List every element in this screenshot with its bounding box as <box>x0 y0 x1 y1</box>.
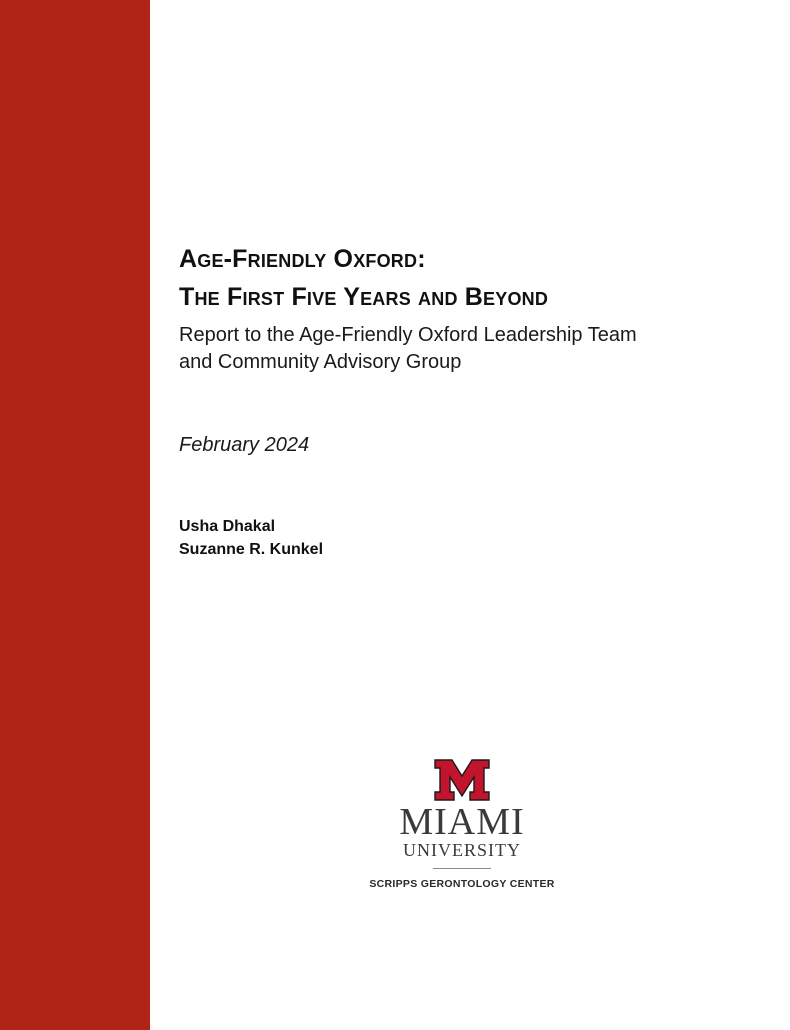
author-name: Suzanne R. Kunkel <box>179 541 324 558</box>
miami-m-icon <box>434 759 490 801</box>
report-title <box>179 240 548 316</box>
university-logo <box>352 755 572 905</box>
logo-center-name: SCRIPPS GERONTOLOGY CENTER <box>369 878 555 890</box>
logo-subtitle: UNIVERSITY <box>403 840 521 860</box>
logo-divider <box>433 868 491 869</box>
report-title-line-1: Age-Friendly Oxford: <box>179 245 426 273</box>
side-color-band <box>0 0 150 1030</box>
report-date: February 2024 <box>179 434 310 456</box>
logo-wordmark: MIAMI <box>399 801 525 843</box>
author-list <box>179 515 323 561</box>
report-title-line-2: The First Five Years and Beyond <box>179 283 549 311</box>
report-subtitle <box>179 322 739 376</box>
report-subtitle-line-2: and Community Advisory Group <box>179 351 462 373</box>
author-name: Usha Dhakal <box>179 518 276 535</box>
report-subtitle-line-1: Report to the Age-Friendly Oxford Leadership Team <box>179 324 637 346</box>
